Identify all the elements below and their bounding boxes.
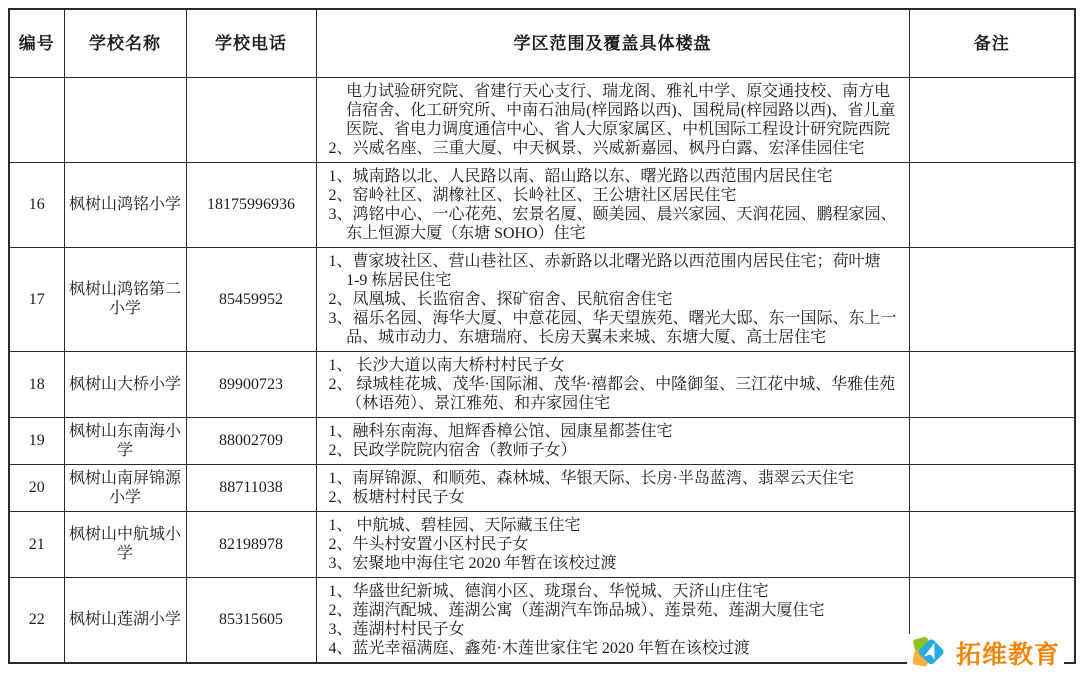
district-item: 3、宏聚地中海住宅 2020 年暂在该校过渡: [328, 554, 617, 572]
school-phone-cell: 85315605: [186, 577, 316, 663]
table-row: [9, 247, 1075, 351]
district-item: 电力试验研究院、省建行天心支行、瑞龙阁、雅礼中学、原交通技校、南方电信宿舍、化工研究所、中南石油局(梓园路以西)、国税局(梓园路以西)、省儿童医院、省电力调度通信中心、省人大原家属区、中机国际工程设计研究院西院: [346, 82, 896, 138]
district-cell: [316, 351, 909, 417]
district-item: 1、曹家坡社区、营山巷社区、赤新路以北曙光路以西范围内居民住宅；荷叶塘 1-9 栋居民住宅: [328, 252, 881, 289]
school-phone-cell: [186, 77, 316, 162]
row-number-cell: 18: [9, 351, 64, 417]
district-item: 1、南屏锦源、和顺苑、森林城、华银天际、长房·半岛蓝湾、翡翠云天住宅: [328, 469, 854, 487]
row-number-cell: 22: [9, 577, 64, 663]
district-item: 1、 长沙大道以南大桥村村民子女: [328, 356, 565, 374]
district-cell: [316, 247, 909, 351]
district-item: 2、牛头村安置小区村民子女: [328, 535, 529, 553]
row-number-cell: [9, 77, 64, 162]
school-name-cell: 枫树山中航城小学: [64, 511, 186, 577]
district-item: 2、窑岭社区、湖橡社区、长岭社区、王公塘社区居民住宅: [328, 186, 737, 204]
school-name-cell: 枫树山鸿铭小学: [64, 162, 186, 247]
district-item: 4、蓝光幸福满庭、鑫苑·木莲世家住宅 2020 年暂在该校过渡: [328, 639, 750, 657]
district-item: 1、 中航城、碧桂园、天际藏玉住宅: [328, 516, 581, 534]
district-item: 2、莲湖汽配城、莲湖公寓（莲湖汽车饰品城）、莲景苑、莲湖大厦住宅: [328, 601, 825, 619]
district-item: 1、城南路以北、人民路以南、韶山路以东、曙光路以西范围内居民住宅: [328, 167, 833, 185]
logo-text: 拓维教育: [955, 641, 1060, 669]
district-cell: [316, 162, 909, 247]
school-name-cell: [64, 77, 186, 162]
district-item: 1、融科东南海、旭辉香樟公馆、园康星都荟住宅: [328, 422, 673, 440]
district-item: 2、民政学院院内宿舍（教师子女）: [328, 441, 577, 459]
remark-cell: [909, 464, 1075, 511]
district-cell: [316, 464, 909, 511]
table-row: [9, 77, 1075, 162]
remark-cell: [909, 417, 1075, 464]
school-phone-cell: 88002709: [186, 417, 316, 464]
district-item: 3、莲湖村村民子女: [328, 620, 465, 638]
table-row: [9, 351, 1075, 417]
page: [0, 8, 1080, 682]
header-row: [9, 9, 1075, 77]
school-name-cell: 枫树山大桥小学: [64, 351, 186, 417]
remark-cell: [909, 511, 1075, 577]
district-item: 2、 绿城桂花城、茂华·国际湘、茂华·禧都会、中隆御玺、三江花中城、华雅佳苑（林语苑）、景江雅苑、和卉家园住宅: [328, 375, 896, 412]
school-name-cell: 枫树山鸿铭第二小学: [64, 247, 186, 351]
tuowei-education-logo: [907, 634, 1064, 672]
row-number-cell: 21: [9, 511, 64, 577]
table-header: [9, 9, 1075, 77]
district-cell: [316, 577, 909, 663]
row-number-cell: 16: [9, 162, 64, 247]
table-row: [9, 162, 1075, 247]
row-number-cell: 19: [9, 417, 64, 464]
school-phone-cell: 82198978: [186, 511, 316, 577]
district-item: 3、鸿铭中心、一心花苑、宏景名厦、颐美园、晨兴家园、天润花园、鹏程家园、东上恒源大厦（东塘 SOHO）住宅: [328, 205, 897, 242]
district-cell: [316, 417, 909, 464]
header-district-range: 学区范围及覆盖具体楼盘: [316, 9, 909, 77]
remark-cell: [909, 162, 1075, 247]
district-item: 2、兴威名座、三重大厦、中天枫景、兴威新嘉园、枫丹白露、宏泽佳园住宅: [328, 139, 865, 157]
district-item: 2、凤凰城、长监宿舍、探矿宿舍、民航宿舍住宅: [328, 290, 673, 308]
remark-cell: [909, 247, 1075, 351]
district-item: 2、板塘村村民子女: [328, 488, 465, 506]
school-phone-cell: 85459952: [186, 247, 316, 351]
table-row: [9, 417, 1075, 464]
school-phone-cell: 89900723: [186, 351, 316, 417]
header-school-phone: 学校电话: [186, 9, 316, 77]
school-phone-cell: 18175996936: [186, 162, 316, 247]
table-row: [9, 511, 1075, 577]
header-remark: 备注: [909, 9, 1075, 77]
school-name-cell: 枫树山东南海小学: [64, 417, 186, 464]
header-school-name: 学校名称: [64, 9, 186, 77]
remark-cell: [909, 77, 1075, 162]
school-name-cell: 枫树山南屏锦源小学: [64, 464, 186, 511]
district-item: 1、华盛世纪新城、德润小区、珑璟台、华悦城、天济山庄住宅: [328, 582, 769, 600]
district-cell: [316, 77, 909, 162]
row-number-cell: 20: [9, 464, 64, 511]
school-name-cell: 枫树山莲湖小学: [64, 577, 186, 663]
school-district-table: [8, 8, 1076, 664]
header-number: 编号: [9, 9, 64, 77]
remark-cell: [909, 351, 1075, 417]
row-number-cell: 17: [9, 247, 64, 351]
school-phone-cell: 88711038: [186, 464, 316, 511]
table-row: [9, 464, 1075, 511]
table-body: [9, 77, 1075, 663]
district-item: 3、福乐名园、海华大厦、中意花园、华天望族苑、曙光大邸、东一国际、东上一品、城市动力、东塘瑞府、长房天翼未来城、东塘大厦、高士居住宅: [328, 309, 897, 346]
paper-plane-diamond-icon: [911, 635, 949, 671]
district-cell: [316, 511, 909, 577]
